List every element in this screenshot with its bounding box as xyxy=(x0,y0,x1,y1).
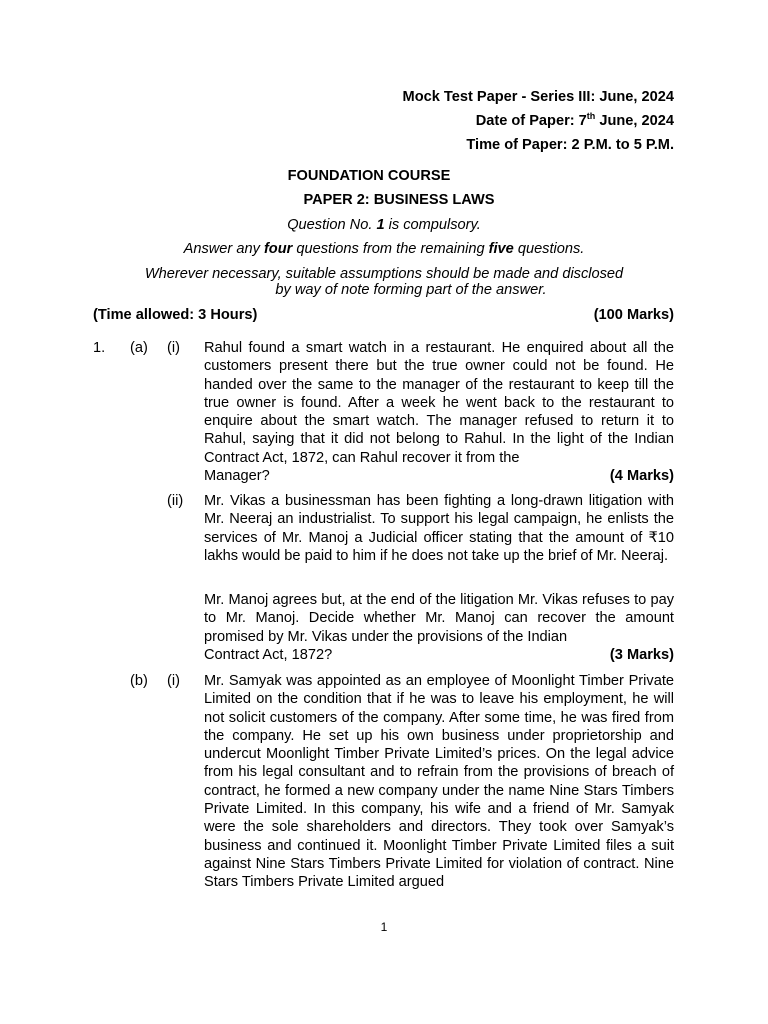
course-title: FOUNDATION COURSE xyxy=(287,168,451,184)
instruction-compulsory: Question No. 1 is compulsory. xyxy=(287,217,481,233)
part-label: (ii) xyxy=(167,493,184,509)
question-text: Mr. Samyak was appointed as an employee of Moonlight Timber Private Limited on the condition that if he was to leave his employment, he will not solicit customers of the company. After some time, he was fired from the company. He set up his own business under proprietorship and undercut Moonlight Timber Private Limited’s prices. On the legal advice from his legal consultant and to refrain from the provisions of breach of contract, he formed a new company under the name Nine Stars Timbers Private Limited. In this company, his wife and a friend of Mr. Samyak were the sole shareholders and directors. They took over Samyak’s business and continued it. Moonlight Timber Private Limited files a suit against Nine Stars Timbers Private Limited for violation of contract. Nine Stars Timbers Private Limited argued xyxy=(204,673,674,891)
question-text: Mr. Manoj agrees but, at the end of the litigation Mr. Vikas refuses to pay to Mr. Manoj. Decide whether Mr. Manoj can recover the amount promised by Mr. Vikas under the provisions of the Indian Contract Act, 1872? (3 Marks) xyxy=(204,592,674,663)
part-label: (i) xyxy=(167,673,180,689)
instruction-assumptions: Wherever necessary, suitable assumptions should be made and disclosed xyxy=(144,266,624,282)
marks-label: (3 Marks) xyxy=(609,646,674,663)
sub-question-label: (b) xyxy=(130,673,148,689)
marks-label: (4 Marks) xyxy=(609,468,674,485)
date-line: Date of Paper: 7th June, 2024 xyxy=(475,111,674,129)
question-text: Rahul found a smart watch in a restaurant. He enquired about all the customers present there but the true owner could not be found. He handed over the same to the manager of the restaurant to keep till the true owner is found. After a week he went back to the restaurant to enquire about the smart watch. The manager refused to return it to Rahul, saying that it did not belong to Rahul. In the light of the Indian Contract Act, 1872, can Rahul recover it from the Manager? (4 Marks) xyxy=(204,340,674,485)
question-text: Mr. Vikas a businessman has been fighting a long-drawn litigation with Mr. Neeraj an industrialist. To support his legal campaign, he enlists the services of Mr. Manoj a Judicial officer stating that the amount of ₹10 lakhs would be paid to him if he does not take up the brief of Mr. Neeraj. xyxy=(204,493,674,564)
total-marks: (100 Marks) xyxy=(593,307,674,323)
page-number: 1 xyxy=(380,920,388,934)
series-line: Mock Test Paper - Series III: June, 2024 xyxy=(402,89,674,105)
instruction-answer-any: Answer any four questions from the remaining five questions. xyxy=(183,241,585,257)
sub-question-label: (a) xyxy=(130,340,148,356)
paper-title: PAPER 2: BUSINESS LAWS xyxy=(303,192,495,208)
part-label: (i) xyxy=(167,340,180,356)
time-allowed: (Time allowed: 3 Hours) xyxy=(93,307,258,323)
question-number: 1. xyxy=(93,340,106,356)
time-line: Time of Paper: 2 P.M. to 5 P.M. xyxy=(466,137,674,153)
instruction-note: by way of note forming part of the answer. xyxy=(275,282,547,298)
